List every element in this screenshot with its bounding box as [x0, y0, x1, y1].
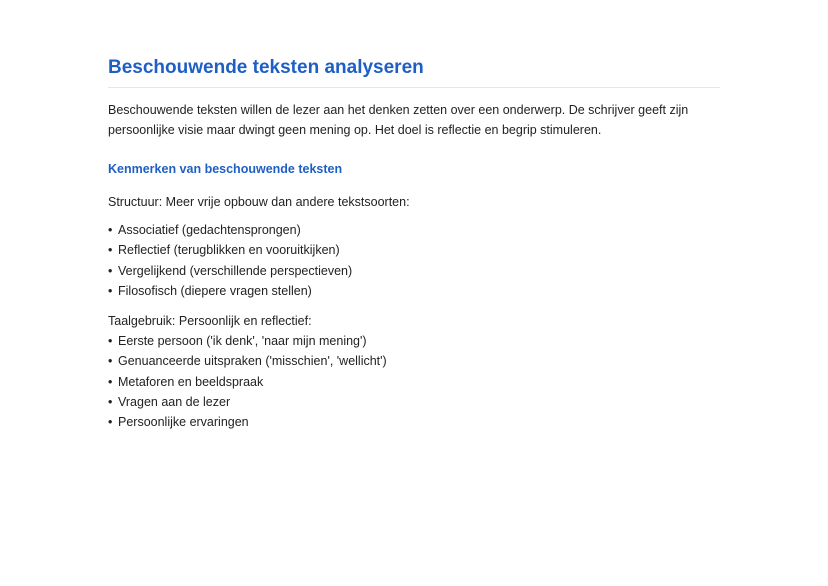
- bullet-icon: •: [108, 395, 113, 410]
- list-item: [108, 281, 720, 301]
- list-item-text: Persoonlijke ervaringen: [118, 415, 249, 430]
- list-item-text: Genuanceerde uitspraken ('misschien', 'wellicht'): [118, 354, 387, 369]
- bullet-icon: •: [108, 334, 113, 349]
- list-item-text: Filosofisch (diepere vragen stellen): [118, 283, 312, 298]
- list-item: [108, 240, 720, 260]
- intro-paragraph: Beschouwende teksten willen de lezer aan het denken zetten over een onderwerp. De schrijver geeft zijn persoonlijke visie maar dwingt geen mening op. Het doel is reflectie en begrip stimuleren.: [108, 103, 689, 137]
- list-item-text: Vergelijkend (verschillende perspectieven): [118, 263, 353, 278]
- list-item: [108, 412, 720, 432]
- bullet-icon: •: [108, 223, 113, 237]
- list-item: [108, 392, 720, 412]
- language-list: [108, 331, 720, 432]
- page-title: Beschouwende teksten analyseren: [108, 55, 720, 88]
- bullet-icon: •: [108, 263, 113, 278]
- structure-list: [108, 220, 720, 301]
- list-item: [108, 372, 720, 392]
- structure-label: Structuur: Meer vrije opbouw dan andere tekstsoorten:: [108, 195, 410, 209]
- bullet-icon: •: [108, 415, 113, 430]
- list-item: [108, 220, 720, 240]
- document-content: [108, 55, 720, 433]
- list-item-text: Reflectief (terugblikken en vooruitkijken): [118, 243, 340, 258]
- list-item: [108, 351, 720, 371]
- list-item-text: Eerste persoon ('ik denk', 'naar mijn mening'): [118, 334, 367, 349]
- section-title: Kenmerken van beschouwende teksten: [108, 162, 343, 176]
- bullet-icon: •: [108, 354, 113, 369]
- list-item: [108, 261, 720, 281]
- list-item-text: Vragen aan de lezer: [118, 395, 231, 410]
- bullet-icon: •: [108, 374, 113, 389]
- list-item: [108, 331, 720, 351]
- bullet-icon: •: [108, 243, 113, 258]
- list-item-text: Associatief (gedachtensprongen): [118, 223, 301, 237]
- list-item-text: Metaforen en beeldspraak: [118, 374, 264, 389]
- language-label: Taalgebruik: Persoonlijk en reflectief:: [108, 314, 312, 329]
- bullet-icon: •: [108, 283, 113, 298]
